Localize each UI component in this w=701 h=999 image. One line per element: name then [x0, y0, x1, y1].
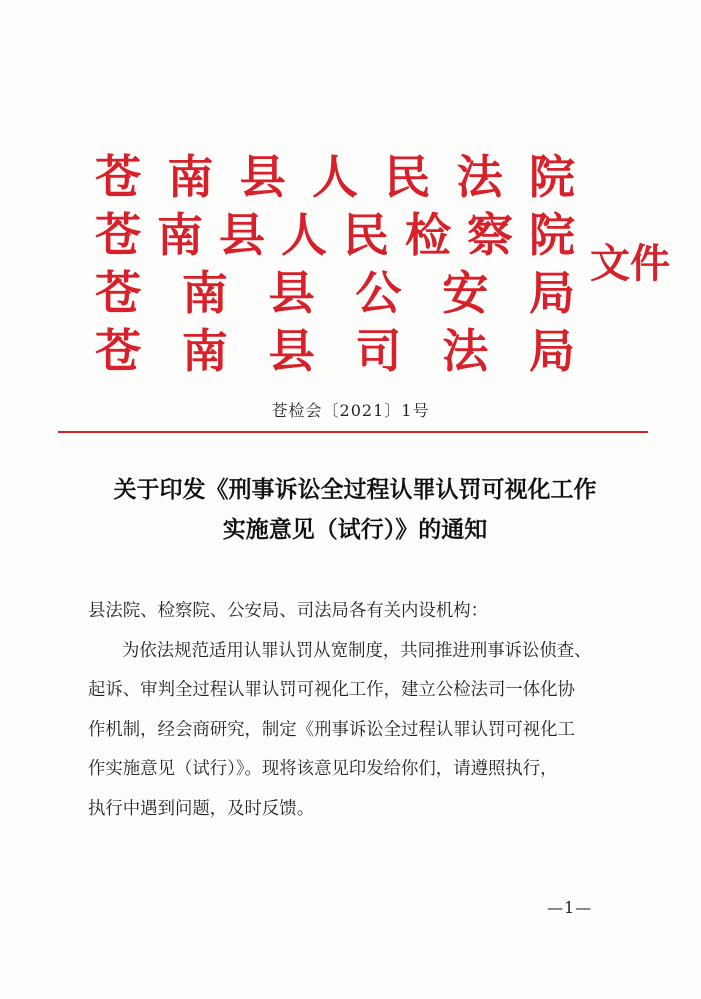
title-line-1: 关于印发《刑事诉讼全过程认罪认罚可视化工作: [113, 476, 597, 503]
document-suffix: 文件: [590, 240, 670, 287]
red-divider: [58, 431, 648, 433]
document-title: [60, 470, 650, 550]
issuing-authorities: [92, 148, 592, 380]
body-line: 起诉、审判全过程认罪认罚可视化工作，建立公检法司一体化协: [88, 680, 575, 700]
document-number: 苍检会〔2021〕1号: [271, 401, 430, 420]
issuer-justice-bureau: 苍 南 县 司 法 局: [95, 324, 575, 378]
addressee-line: 县法院、检察院、公安局、司法局各有关内设机构：: [88, 601, 488, 621]
body-line: 作实施意见（试行）》。现将该意见印发给你们，请遵照执行，: [88, 759, 558, 779]
page-number: —1—: [547, 898, 593, 917]
title-line-2: 实施意见（试行）》的通知: [222, 516, 488, 543]
document-body: [88, 592, 633, 829]
issuer-court: 苍 南 县 人 民 法 院: [95, 150, 575, 204]
issuer-procuratorate: 苍 南 县 人 民 检 察 院: [95, 208, 575, 262]
body-line: 为依法规范适用认罪认罚从宽制度，共同推进刑事诉讼侦查、: [122, 640, 592, 661]
issuer-public-security: 苍 南 县 公 安 局: [95, 266, 575, 320]
body-line: 作机制，经会商研究，制定《刑事诉讼全过程认罪认罚可视化工: [88, 719, 575, 740]
body-line: 执行中遇到问题，及时反馈。: [88, 798, 315, 819]
